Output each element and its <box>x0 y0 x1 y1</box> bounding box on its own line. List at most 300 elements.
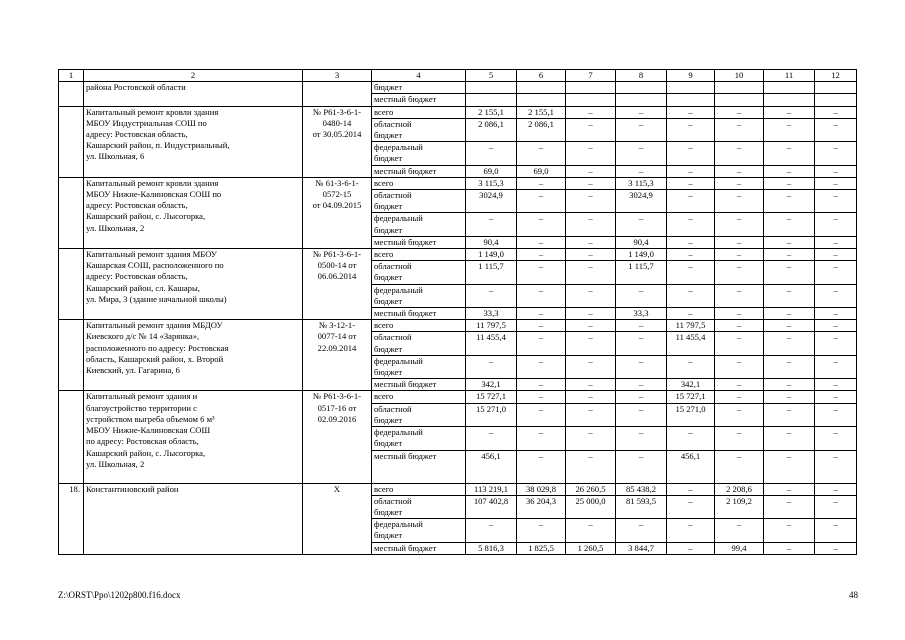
value-cell: – <box>566 236 616 248</box>
budget-type-line: областной <box>374 190 412 201</box>
value-cell: – <box>764 177 815 189</box>
value-cell: – <box>566 519 616 542</box>
value-cell: – <box>517 190 566 213</box>
value-cell: 15 271,0 <box>466 403 517 426</box>
value-cell: 26 260,5 <box>566 483 616 495</box>
value-cell: – <box>715 355 764 378</box>
value-cell: 15 727,1 <box>667 391 715 403</box>
budget-type <box>372 261 466 284</box>
value-cell: – <box>667 483 715 495</box>
table-row <box>59 82 857 94</box>
row-number-cell <box>59 82 84 106</box>
budget-type: бюджет <box>372 82 466 94</box>
file-path-footer: Z:\ORST\Ppo\1202p800.f16.docx <box>58 590 181 600</box>
value-cell: – <box>517 142 566 165</box>
budget-type <box>372 519 466 542</box>
contract-code-line: от 04.09.2015 <box>312 200 362 211</box>
value-cell: – <box>764 118 815 141</box>
value-cell: 33,3 <box>616 308 667 320</box>
value-cell <box>815 82 857 94</box>
col-header-8: 8 <box>616 70 667 82</box>
value-cell: 1 115,7 <box>466 261 517 284</box>
col-header-9: 9 <box>667 70 715 82</box>
budget-type-line: федеральный <box>374 355 423 366</box>
value-cell <box>566 82 616 94</box>
contract-code-line: 0517-16 от <box>317 402 357 413</box>
value-cell: – <box>466 284 517 307</box>
row-number-cell <box>59 320 84 391</box>
contract-code <box>303 320 372 391</box>
value-cell: – <box>517 177 566 189</box>
col-header-5: 5 <box>466 70 517 82</box>
value-cell: 3 844,7 <box>616 542 667 554</box>
object-name: Константиновский район <box>84 483 303 554</box>
value-cell: – <box>566 403 616 426</box>
value-cell: – <box>517 450 566 483</box>
value-cell: – <box>667 106 715 118</box>
value-cell: – <box>566 308 616 320</box>
value-cell: – <box>815 190 857 213</box>
value-cell: – <box>715 519 764 542</box>
value-cell: – <box>517 249 566 261</box>
object-name: района Ростовской области <box>84 82 303 106</box>
value-cell: 1 825,5 <box>517 542 566 554</box>
col-header-1: 1 <box>59 70 84 82</box>
value-cell: – <box>815 142 857 165</box>
object-name-line: Кашарская СОШ, расположенного по <box>86 260 224 271</box>
contract-code <box>303 106 372 177</box>
budget-type-line: федеральный <box>374 427 423 438</box>
value-cell: 456,1 <box>466 450 517 483</box>
value-cell: 342,1 <box>667 379 715 391</box>
budget-type-line: бюджет <box>374 414 403 425</box>
value-cell: – <box>616 320 667 332</box>
col-header-6: 6 <box>517 70 566 82</box>
value-cell: – <box>566 332 616 355</box>
value-cell: – <box>815 495 857 518</box>
value-cell: 90,4 <box>616 236 667 248</box>
value-cell: – <box>667 308 715 320</box>
value-cell: – <box>815 332 857 355</box>
value-cell: 11 455,4 <box>667 332 715 355</box>
value-cell: – <box>566 142 616 165</box>
value-cell <box>517 82 566 94</box>
value-cell: – <box>517 403 566 426</box>
value-cell: – <box>667 236 715 248</box>
budget-type <box>372 450 466 483</box>
value-cell: – <box>667 542 715 554</box>
value-cell: – <box>815 249 857 261</box>
contract-code-line: № Р61-3-6-1- <box>312 106 362 117</box>
value-cell: – <box>764 236 815 248</box>
object-name-line: благоустройство территории с <box>86 402 197 413</box>
value-cell: – <box>815 391 857 403</box>
contract-code <box>303 249 372 320</box>
value-cell <box>616 82 667 94</box>
value-cell: – <box>616 403 667 426</box>
value-cell: – <box>715 142 764 165</box>
value-cell: – <box>715 427 764 450</box>
row-number-cell <box>59 249 84 320</box>
value-cell: 69,0 <box>517 165 566 177</box>
value-cell: 5 816,3 <box>466 542 517 554</box>
object-name-line: ул. Школьная, 2 <box>86 458 145 469</box>
value-cell: 456,1 <box>667 450 715 483</box>
value-cell: – <box>715 118 764 141</box>
col-header-12: 12 <box>815 70 857 82</box>
value-cell: 11 797,5 <box>466 320 517 332</box>
budget-type: местный бюджет <box>372 94 466 106</box>
value-cell: – <box>667 142 715 165</box>
budget-type <box>372 177 466 189</box>
col-header-7: 7 <box>566 70 616 82</box>
value-cell: – <box>667 165 715 177</box>
value-cell: 2 208,6 <box>715 483 764 495</box>
budget-type <box>372 355 466 378</box>
budget-type <box>372 332 466 355</box>
object-name-line: Кашарский район, с. Лысогорка, <box>86 447 206 458</box>
value-cell: – <box>815 261 857 284</box>
value-cell: – <box>616 106 667 118</box>
value-cell: – <box>667 177 715 189</box>
value-cell: – <box>715 106 764 118</box>
value-cell: – <box>616 379 667 391</box>
value-cell: – <box>616 427 667 450</box>
value-cell: – <box>667 213 715 236</box>
object-name-line: ул. Мира, 3 (здание начальной школы) <box>86 293 227 304</box>
value-cell: 342,1 <box>466 379 517 391</box>
table-row <box>59 320 857 332</box>
contract-code: Х <box>303 483 372 554</box>
value-cell: – <box>815 427 857 450</box>
value-cell: – <box>815 519 857 542</box>
object-name-line: Кашарский район, с. Лысогорка, <box>86 211 206 222</box>
value-cell: – <box>517 355 566 378</box>
contract-code-line: 06.06.2014 <box>317 271 357 282</box>
value-cell: 3024,9 <box>616 190 667 213</box>
value-cell: – <box>566 391 616 403</box>
budget-type <box>372 236 466 248</box>
object-name-line: область, Кашарский район, х. Второй <box>86 353 224 364</box>
value-cell: – <box>715 177 764 189</box>
budget-type <box>372 495 466 518</box>
budget-type <box>372 190 466 213</box>
value-cell: 99,4 <box>715 542 764 554</box>
budget-type-line: федеральный <box>374 519 423 530</box>
object-name-line: Капитальный ремонт кровли здания <box>86 106 219 117</box>
value-cell: – <box>566 106 616 118</box>
value-cell: – <box>764 379 815 391</box>
table-row <box>59 483 857 495</box>
value-cell: 1 149,0 <box>616 249 667 261</box>
value-cell: – <box>764 165 815 177</box>
contract-code-line: 0480-14 <box>322 117 352 128</box>
value-cell: – <box>815 403 857 426</box>
row-number-cell <box>59 177 84 248</box>
value-cell: – <box>764 249 815 261</box>
budget-type-line: областной <box>374 261 412 272</box>
budget-table <box>58 69 857 555</box>
budget-type-line: бюджет <box>374 295 403 306</box>
value-cell: – <box>667 249 715 261</box>
value-cell: – <box>517 261 566 284</box>
value-cell <box>715 82 764 94</box>
value-cell: – <box>764 332 815 355</box>
value-cell: – <box>815 236 857 248</box>
value-cell: 90,4 <box>466 236 517 248</box>
budget-type-line: местный бюджет <box>374 165 437 176</box>
value-cell: – <box>566 165 616 177</box>
value-cell: – <box>566 355 616 378</box>
contract-code-line: 0572-15 <box>322 189 352 200</box>
budget-type-line: всего <box>374 391 394 402</box>
value-cell: – <box>667 519 715 542</box>
value-cell <box>466 94 517 106</box>
value-cell: – <box>815 106 857 118</box>
value-cell: 107 402,8 <box>466 495 517 518</box>
value-cell: – <box>616 213 667 236</box>
budget-type-line: всего <box>374 249 394 260</box>
value-cell: – <box>466 519 517 542</box>
contract-code-line: 22.09.2014 <box>317 342 357 353</box>
budget-type-line: местный бюджет <box>374 236 437 247</box>
value-cell: – <box>764 106 815 118</box>
col-header-10: 10 <box>715 70 764 82</box>
object-name-line: Кашарский район, п. Индустриальный, <box>86 140 230 151</box>
object-name <box>84 320 303 391</box>
value-cell: – <box>517 427 566 450</box>
budget-type-line: всего <box>374 320 394 331</box>
budget-type-line: всего <box>374 106 394 117</box>
table-row <box>59 391 857 403</box>
object-name-line: МБОУ Индустриальная СОШ по <box>86 117 207 128</box>
value-cell: 11 455,4 <box>466 332 517 355</box>
value-cell: – <box>667 427 715 450</box>
value-cell <box>764 94 815 106</box>
value-cell <box>667 82 715 94</box>
object-name-line: расположенного по адресу: Ростовская <box>86 342 229 353</box>
value-cell: – <box>715 165 764 177</box>
value-cell: – <box>715 332 764 355</box>
budget-type-line: местный бюджет <box>374 542 437 553</box>
value-cell: 81 593,5 <box>616 495 667 518</box>
value-cell: – <box>566 190 616 213</box>
value-cell: – <box>764 450 815 483</box>
value-cell <box>616 94 667 106</box>
budget-type-line: всего <box>374 177 394 188</box>
budget-type-line: бюджет <box>374 530 403 541</box>
value-cell: – <box>715 236 764 248</box>
contract-code <box>303 391 372 483</box>
value-cell: 69,0 <box>466 165 517 177</box>
value-cell: – <box>517 213 566 236</box>
object-name-line: адресу: Ростовская область, <box>86 271 188 282</box>
budget-type-line: местный бюджет <box>374 450 437 461</box>
budget-type-line: федеральный <box>374 142 423 153</box>
value-cell: 3024,9 <box>466 190 517 213</box>
object-name-line: устройством выгреба объемом 6 м³ <box>86 413 215 424</box>
value-cell: – <box>764 403 815 426</box>
budget-type-line: местный бюджет <box>374 379 437 390</box>
value-cell: – <box>566 213 616 236</box>
value-cell: – <box>764 542 815 554</box>
object-name <box>84 391 303 483</box>
value-cell: – <box>616 391 667 403</box>
value-cell <box>715 94 764 106</box>
value-cell: – <box>715 320 764 332</box>
value-cell: – <box>764 261 815 284</box>
value-cell: – <box>517 332 566 355</box>
budget-type-line: бюджет <box>374 201 403 212</box>
value-cell: – <box>715 213 764 236</box>
row-number-cell <box>59 106 84 177</box>
budget-type-line: бюджет <box>374 272 403 283</box>
value-cell: – <box>815 355 857 378</box>
value-cell: 2 109,2 <box>715 495 764 518</box>
value-cell: – <box>764 190 815 213</box>
value-cell <box>517 94 566 106</box>
value-cell: 2 086,1 <box>517 118 566 141</box>
value-cell: – <box>667 190 715 213</box>
value-cell: – <box>715 308 764 320</box>
value-cell: – <box>667 261 715 284</box>
value-cell: – <box>616 165 667 177</box>
budget-type-line: бюджет <box>374 343 403 354</box>
value-cell: – <box>667 495 715 518</box>
value-cell: – <box>517 391 566 403</box>
value-cell: – <box>715 190 764 213</box>
budget-type <box>372 308 466 320</box>
object-name <box>84 177 303 248</box>
budget-type-line: областной <box>374 332 412 343</box>
budget-type <box>372 106 466 118</box>
object-name-line: Капитальный ремонт здания МБДОУ <box>86 320 223 331</box>
object-name-line: МБОУ Нижне-Калиновская СОШ по <box>86 189 222 200</box>
value-cell: – <box>715 379 764 391</box>
budget-type-line: бюджет <box>374 506 403 517</box>
object-name-line: Киевский, ул. Гагарина, 6 <box>86 365 180 376</box>
value-cell: – <box>764 391 815 403</box>
value-cell: – <box>764 284 815 307</box>
object-name-line: Капитальный ремонт здания и <box>86 391 198 402</box>
value-cell: – <box>764 308 815 320</box>
value-cell: 2 086,1 <box>466 118 517 141</box>
table-row <box>59 177 857 189</box>
budget-type <box>372 165 466 177</box>
value-cell: – <box>764 519 815 542</box>
object-name-line: по адресу: Ростовская область, <box>86 436 199 447</box>
budget-type <box>372 213 466 236</box>
value-cell: – <box>466 427 517 450</box>
object-name-line: Киевского д/с № 14 «Зарянка», <box>86 331 200 342</box>
budget-type <box>372 483 466 495</box>
budget-type-line: федеральный <box>374 213 423 224</box>
value-cell: – <box>815 118 857 141</box>
contract-code-line: № Р61-3-6-1- <box>312 391 362 402</box>
value-cell: – <box>517 320 566 332</box>
col-header-11: 11 <box>764 70 815 82</box>
object-name <box>84 249 303 320</box>
contract-code-line: 0500-14 от <box>317 260 357 271</box>
value-cell: 3 115,3 <box>616 177 667 189</box>
value-cell: – <box>616 450 667 483</box>
value-cell: – <box>764 320 815 332</box>
object-name-line: Кашарский район, сл. Кашары, <box>86 282 200 293</box>
budget-type-line: местный бюджет <box>374 308 437 319</box>
budget-type-line: областной <box>374 403 412 414</box>
value-cell: – <box>517 284 566 307</box>
value-cell: 1 260,5 <box>566 542 616 554</box>
value-cell: – <box>566 427 616 450</box>
budget-type-line: бюджет <box>374 130 403 141</box>
value-cell: – <box>715 450 764 483</box>
value-cell: – <box>815 284 857 307</box>
value-cell <box>466 82 517 94</box>
budget-type <box>372 427 466 450</box>
value-cell: 33,3 <box>466 308 517 320</box>
value-cell: – <box>715 261 764 284</box>
budget-type-line: всего <box>374 483 394 494</box>
budget-type-line: бюджет <box>374 224 403 235</box>
budget-type-line: федеральный <box>374 284 423 295</box>
value-cell: 113 219,1 <box>466 483 517 495</box>
value-cell: – <box>466 213 517 236</box>
value-cell: 1 115,7 <box>616 261 667 284</box>
contract-code-line: от 30.05.2014 <box>312 129 362 140</box>
value-cell: 15 271,0 <box>667 403 715 426</box>
value-cell: 1 149,0 <box>466 249 517 261</box>
value-cell: – <box>815 213 857 236</box>
budget-type-line: бюджет <box>374 153 403 164</box>
value-cell: – <box>466 355 517 378</box>
value-cell: – <box>764 495 815 518</box>
value-cell: 11 797,5 <box>667 320 715 332</box>
value-cell: – <box>715 284 764 307</box>
budget-type-line: областной <box>374 118 412 129</box>
value-cell: – <box>566 450 616 483</box>
contract-code-line: 02.09.2016 <box>317 413 357 424</box>
value-cell: – <box>815 177 857 189</box>
value-cell <box>815 94 857 106</box>
contract-code <box>303 177 372 248</box>
row-number-cell: 18. <box>59 483 84 554</box>
value-cell <box>764 82 815 94</box>
value-cell: – <box>517 308 566 320</box>
budget-type <box>372 118 466 141</box>
value-cell: – <box>667 355 715 378</box>
object-name-line: Капитальный ремонт здания МБОУ <box>86 249 217 260</box>
value-cell: – <box>616 118 667 141</box>
object-name-line: адресу: Ростовская область, <box>86 129 188 140</box>
value-cell <box>667 94 715 106</box>
value-cell: – <box>815 308 857 320</box>
value-cell: – <box>517 379 566 391</box>
budget-type <box>372 542 466 554</box>
value-cell: – <box>815 483 857 495</box>
value-cell: – <box>715 391 764 403</box>
budget-type <box>372 379 466 391</box>
row-number-cell <box>59 391 84 483</box>
value-cell: – <box>616 519 667 542</box>
contract-code <box>303 82 372 106</box>
value-cell: 85 438,2 <box>616 483 667 495</box>
value-cell: 3 115,3 <box>466 177 517 189</box>
table-row <box>59 106 857 118</box>
object-name-line: Капитальный ремонт кровли здания <box>86 177 219 188</box>
page-number: 48 <box>849 590 858 600</box>
value-cell: – <box>517 236 566 248</box>
value-cell: – <box>815 379 857 391</box>
